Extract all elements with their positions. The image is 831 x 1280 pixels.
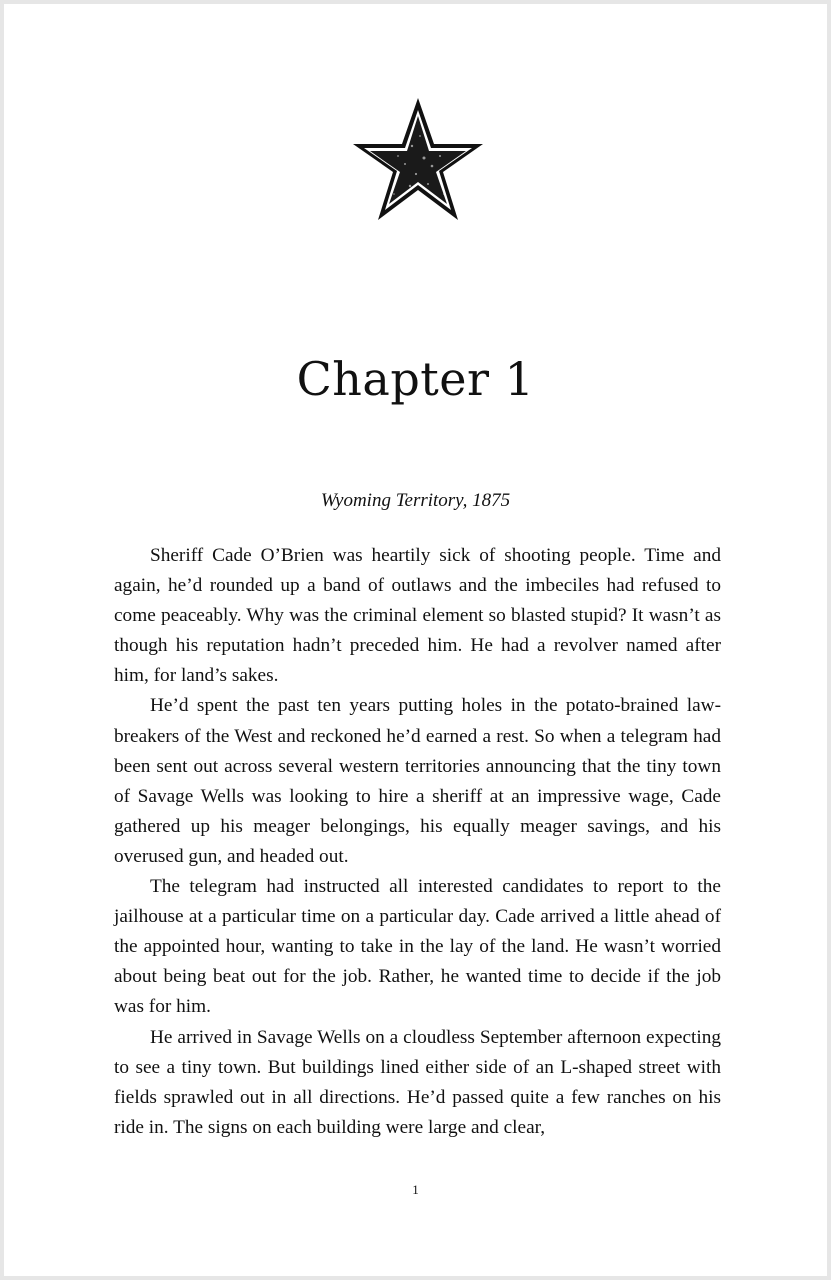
body-text <box>114 541 721 1143</box>
book-page <box>4 4 827 1276</box>
page-number: 1 <box>412 1182 419 1197</box>
paragraph: He’d spent the past ten years putting holes in the potato-brained lawbreakers of the West and reckoned he’d earned a rest. So when a telegram had been sent out across several western territories announcing that the tiny town of Savage Wells was looking to hire a sheriff at an impressive wage, Cade gathered up his meager belongings, his equally meager savings, and his overused gun, and headed out. <box>114 695 721 867</box>
paragraph: He arrived in Savage Wells on a cloudless September afternoon expecting to see a tiny town. But buildings lined either side of an L-shaped street with fields sprawled out in all directions. He’d passed quite a few ranches on his ride in. The signs on each building were large and clear, <box>114 1026 721 1138</box>
paragraph: The telegram had instructed all interested candidates to report to the jailhouse at a particular time on a particular day. Cade arrived a little ahead of the appointed hour, wanting to take in the lay of the land. He wasn’t worried about being beat out for the job. Rather, he wanted time to decide if the job was for him. <box>114 876 721 1018</box>
dateline: Wyoming Territory, 1875 <box>320 490 511 511</box>
paragraph: Sheriff Cade O’Brien was heartily sick of shooting people. Time and again, he’d rounded up a band of outlaws and the imbeciles had refused to come peaceably. Why was the criminal element so blasted stupid? It wasn’t as though his reputation hadn’t preceded him. He had a revolver named after him, for land’s sakes. <box>114 545 721 687</box>
chapter-title: Chapter 1 <box>296 352 535 406</box>
star-icon <box>350 96 486 224</box>
